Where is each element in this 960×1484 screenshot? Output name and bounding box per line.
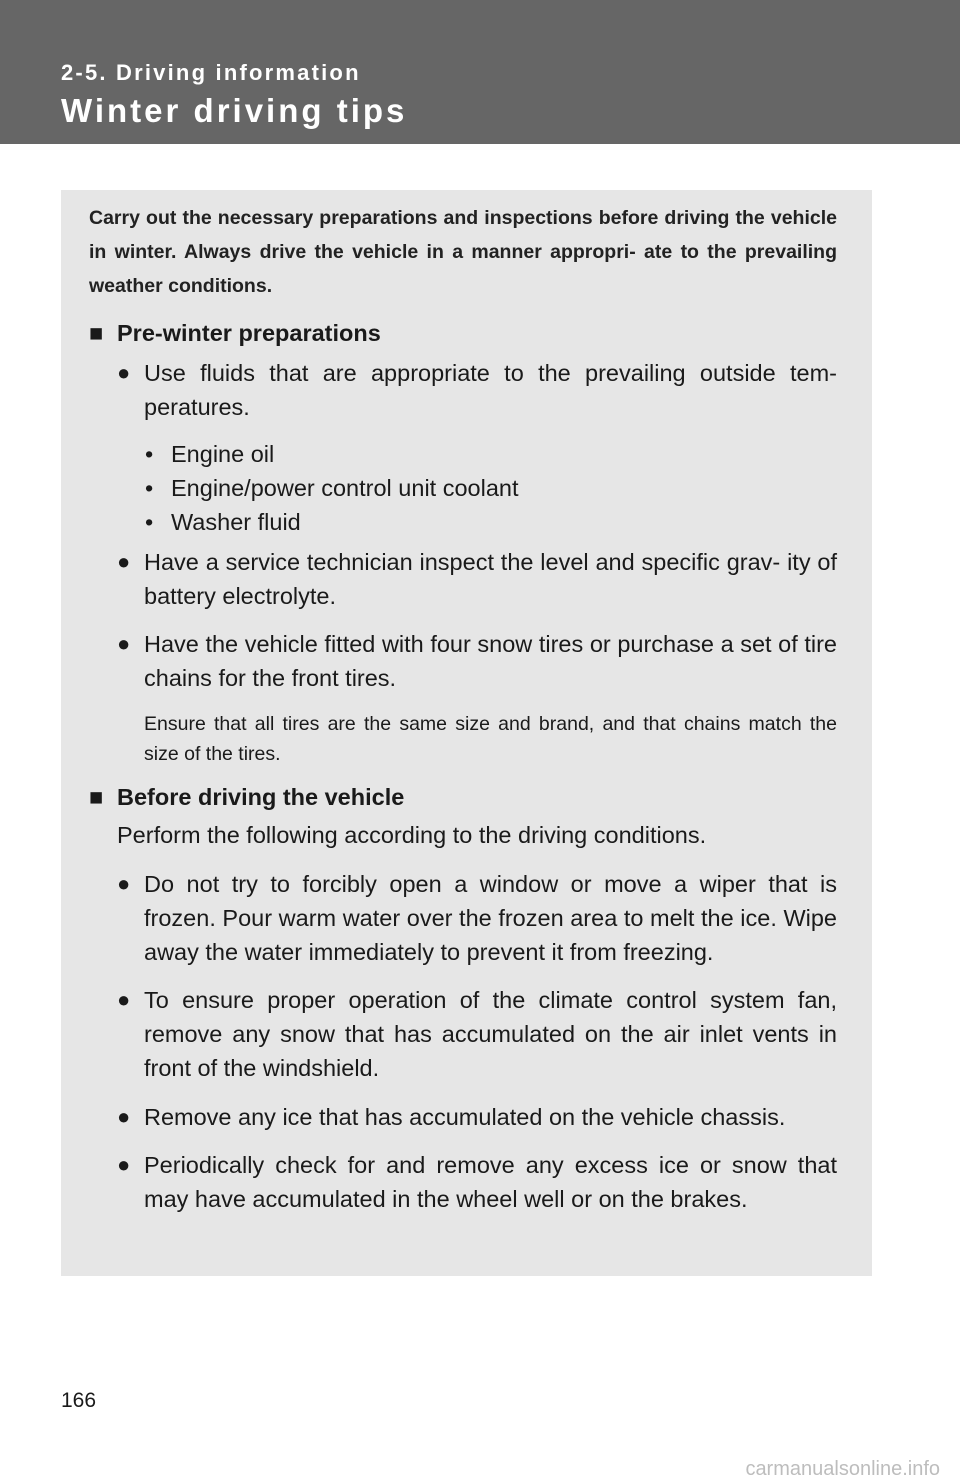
page-title: Winter driving tips xyxy=(61,92,408,129)
bullet-icon: ● xyxy=(117,1152,131,1177)
list-item: • Engine oil xyxy=(145,437,825,471)
bullet-icon: ● xyxy=(117,1104,131,1129)
list-item: • Engine/power control unit coolant xyxy=(145,471,825,505)
watermark-link[interactable]: carmanualsonline.info xyxy=(745,1458,940,1480)
bullet-item xyxy=(117,983,837,1085)
bullet-item xyxy=(117,356,837,424)
bullet-text: Have the vehicle fitted with four snow tires or purchase a set of tire chains for the front tires. xyxy=(144,631,837,691)
bullet-text: Do not try to forcibly open a window or move a wiper that is frozen. Pour warm water over the frozen area to melt the ice. Wipe away the water immediately to prevent it from freezing. xyxy=(144,871,837,965)
bullet-text: Periodically check for and remove any excess ice or snow that may have accumulated in the wheel well or on the brakes. xyxy=(144,1152,837,1212)
dot-icon: • xyxy=(145,509,154,535)
bullet-icon: ● xyxy=(117,549,131,574)
dot-icon: • xyxy=(145,441,154,467)
chapter-header xyxy=(0,0,960,144)
bullet-item xyxy=(117,627,837,695)
bullet-item xyxy=(117,867,837,969)
square-bullet-icon: ■ xyxy=(89,320,104,346)
bullet-item xyxy=(117,545,837,613)
intro-text: Carry out the necessary preparations and inspections before driving the vehicle in winter. Always drive the vehicle in a manner appropri- ate to the prevailing weather conditions. xyxy=(89,207,837,297)
bullet-icon: ● xyxy=(117,360,131,385)
bullet-text: Use fluids that are appropriate to the prevailing outside tem- peratures. xyxy=(144,360,837,420)
page-number: 166 xyxy=(61,1389,97,1412)
heading-before-driving xyxy=(89,783,404,811)
bullet-icon: ● xyxy=(117,987,131,1012)
section-label: 2-5. Driving information xyxy=(61,60,361,85)
heading-before-driving-label: Before driving the vehicle xyxy=(117,784,405,810)
before-driving-intro: Perform the following according to the driving conditions. xyxy=(117,822,707,848)
bullet-text: To ensure proper operation of the climate control system fan, remove any snow that has accumulated on the air inlet vents in front of the windshield. xyxy=(144,987,837,1081)
heading-pre-winter-label: Pre-winter preparations xyxy=(117,320,381,346)
bullet-text: Have a service technician inspect the level and specific grav- ity of battery electrolyte. xyxy=(144,549,837,609)
dot-icon: • xyxy=(145,475,154,501)
tire-note: Ensure that all tires are the same size and brand, and that chains match the size of the tires. xyxy=(144,713,837,765)
bullet-icon: ● xyxy=(117,631,131,656)
list-item: • Washer fluid xyxy=(145,505,825,539)
bullet-text: Remove any ice that has accumulated on the vehicle chassis. xyxy=(144,1104,786,1130)
square-bullet-icon: ■ xyxy=(89,784,104,810)
bullet-icon: ● xyxy=(117,871,131,896)
heading-pre-winter xyxy=(89,319,381,347)
fluid-list xyxy=(145,437,825,539)
bullet-item xyxy=(117,1100,837,1134)
bullet-item xyxy=(117,1148,837,1216)
